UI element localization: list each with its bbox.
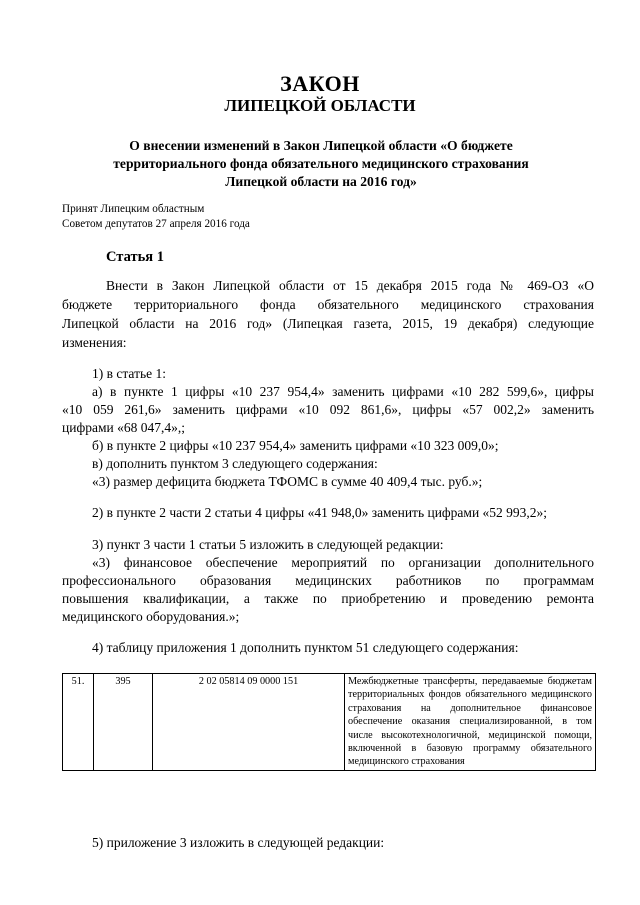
item3-line-4: медицинского оборудования.»; xyxy=(62,609,240,624)
adoption-note xyxy=(62,202,250,232)
item1-a-line-1: а) в пункте 1 цифры «10 237 954,4» заменить цифрами «10 282 599,6», цифры xyxy=(92,384,594,399)
cell-description: Межбюджетные трансферты, передаваемые бюджетам территориальных фондов обязательного медицинского страхования на дополнительное финансовое обеспечение оказания специализированной, в том числе высокотехнологичной, медицинской помощи, включенной в базовую программу обязательного медицинского страхования xyxy=(345,674,596,771)
table-row xyxy=(63,674,596,771)
item1-a-line-3: цифрами «68 047,4»,; xyxy=(62,420,185,435)
appendix-table xyxy=(62,673,596,771)
law-subject: О внесении изменений в Закон Липецкой области «О бюджете территориального фонда обязательного медицинского страхования Липецкой области на 2016 год» xyxy=(113,138,529,189)
intro-line-2: бюджете территориального фонда обязательного медицинского страхования xyxy=(62,297,594,312)
law-subtitle: ЛИПЕЦКОЙ ОБЛАСТИ xyxy=(224,96,416,115)
cell-code: 395 xyxy=(94,674,153,771)
item1-v-quote: «3) размер дефицита бюджета ТФОМС в сумме 40 409,4 тыс. руб.»; xyxy=(92,474,483,489)
cell-number: 51. xyxy=(63,674,94,771)
article-heading: Статья 1 xyxy=(106,249,164,265)
item1-v: в) дополнить пунктом 3 следующего содержания: xyxy=(92,456,378,471)
item3-line-1: «3) финансовое обеспечение мероприятий по организации дополнительного xyxy=(92,555,594,570)
item5: 5) приложение 3 изложить в следующей редакции: xyxy=(92,835,385,850)
item1-a-line-2: «10 059 261,6» заменить цифрами «10 092 861,6», цифры «57 002,2» заменить xyxy=(62,402,594,417)
item4: 4) таблицу приложения 1 дополнить пунктом 51 следующего содержания: xyxy=(92,640,519,655)
item3-line-3: повышения квалификации, а также по приобретению и проведению ремонта xyxy=(62,591,594,606)
item3-heading: 3) пункт 3 части 1 статьи 5 изложить в следующей редакции: xyxy=(92,537,444,552)
item2: 2) в пункте 2 части 2 статьи 4 цифры «41 948,0» заменить цифрами «52 993,2»; xyxy=(92,505,548,520)
intro-line-1: Внести в Закон Липецкой области от 15 декабря 2015 года № 469-ОЗ «О xyxy=(106,278,594,293)
item1-heading: 1) в статье 1: xyxy=(92,366,166,381)
law-title: ЗАКОН xyxy=(280,71,360,96)
cell-kbk: 2 02 05814 09 0000 151 xyxy=(153,674,345,771)
item3-line-2: профессионального образования медицинских работников по программам xyxy=(62,573,594,588)
intro-line-4: изменения: xyxy=(62,335,127,350)
item1-b: б) в пункте 2 цифры «10 237 954,4» заменить цифрами «10 323 009,0»; xyxy=(92,438,499,453)
adoption-line-1: Принят Липецким областным xyxy=(62,203,205,215)
adoption-line-2: Советом депутатов 27 апреля 2016 года xyxy=(62,218,250,230)
intro-line-3: Липецкой области на 2016 год» (Липецкая газета, 2015, 19 декабря) следующие xyxy=(62,316,594,331)
